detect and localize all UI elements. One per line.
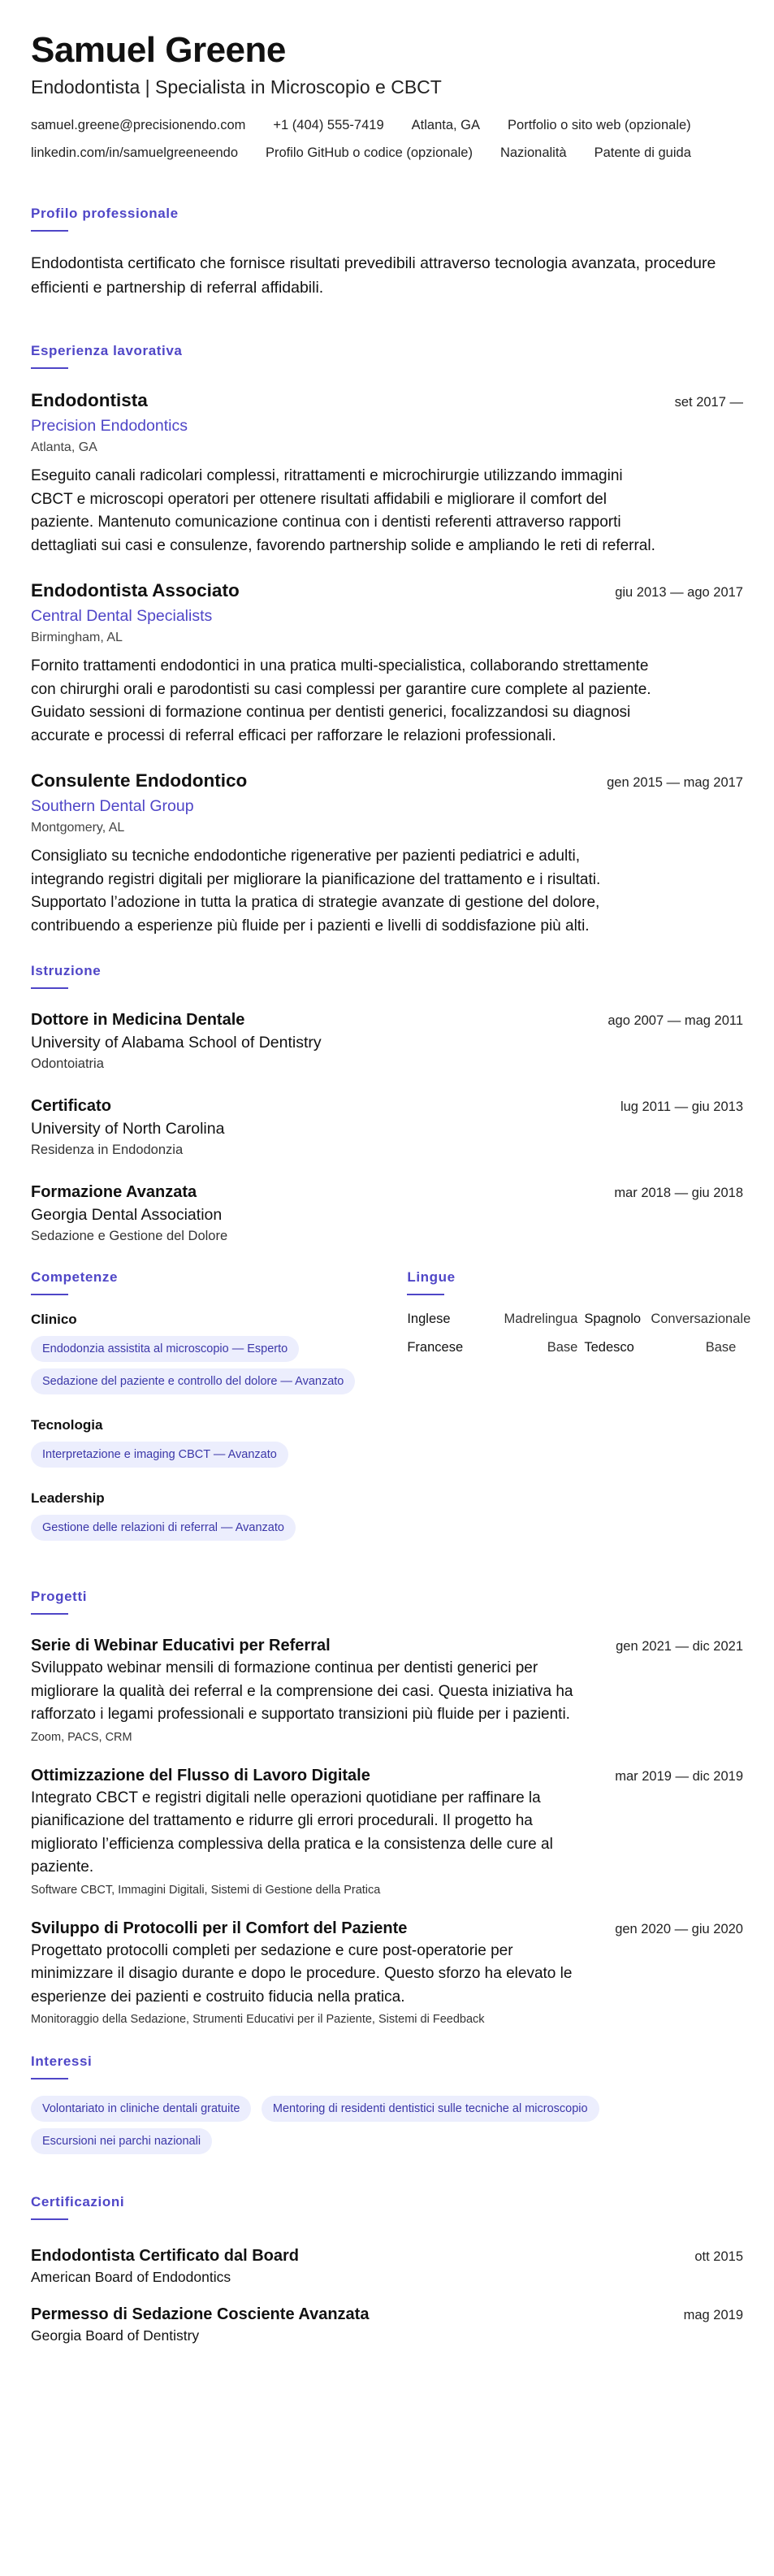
skill-group <box>31 1490 383 1547</box>
section-education <box>31 962 743 1246</box>
project-title: Ottimizzazione del Flusso di Lavoro Digitale <box>31 1766 370 1785</box>
section-title-skills: Competenze <box>31 1269 119 1285</box>
certification-entry <box>31 2244 743 2287</box>
contact-github[interactable]: Profilo GitHub o codice (opzionale) <box>266 145 473 160</box>
job-entry <box>31 579 743 748</box>
certification-date: mag 2019 <box>683 2308 743 2322</box>
certification-issuer: Georgia Board of Dentistry <box>31 2327 200 2344</box>
section-divider <box>31 987 68 989</box>
education-school: Georgia Dental Association <box>31 1206 223 1224</box>
education-degree: Dottore in Medicina Dentale <box>31 1011 245 1029</box>
job-entry <box>31 769 743 938</box>
education-field: Odontoiatria <box>31 1056 104 1071</box>
interest-chip: Escursioni nei parchi nazionali <box>31 2128 212 2154</box>
section-skills <box>31 1268 407 1563</box>
education-date: lug 2011 — giu 2013 <box>620 1099 743 1114</box>
education-entry <box>31 1181 743 1246</box>
education-date: mar 2018 — giu 2018 <box>614 1186 743 1200</box>
job-entry <box>31 388 743 557</box>
contact-phone[interactable]: +1 (404) 555-7419 <box>273 118 384 132</box>
project-tools: Monitoraggio della Sedazione, Strumenti Educativi per il Paziente, Sistemi di Feedback <box>31 2013 485 2026</box>
certification-date: ott 2015 <box>694 2249 743 2264</box>
job-company: Precision Endodontics <box>31 417 188 435</box>
section-divider <box>31 1294 68 1295</box>
contact-email[interactable]: samuel.greene@precisionendo.com <box>31 118 246 132</box>
certification-issuer: American Board of Endodontics <box>31 2269 231 2285</box>
contact-nationality: Nazionalità <box>499 145 567 160</box>
project-date: gen 2021 — dic 2021 <box>616 1639 743 1654</box>
project-tools: Zoom, PACS, CRM <box>31 1730 132 1744</box>
language-level: Madrelingua <box>504 1312 578 1326</box>
section-experience <box>31 342 743 938</box>
skill-chip: Sedazione del paziente e controllo del dolore — Avanzato <box>31 1368 355 1394</box>
section-title-languages: Lingue <box>407 1269 456 1285</box>
section-divider <box>31 367 68 369</box>
language-name: Francese <box>407 1340 464 1355</box>
section-projects <box>31 1588 743 2028</box>
education-field: Sedazione e Gestione del Dolore <box>31 1229 228 1243</box>
skill-chip: Interpretazione e imaging CBCT — Avanzato <box>31 1442 288 1468</box>
language-name: Tedesco <box>584 1340 634 1355</box>
skill-chip: Gestione delle relazioni di referral — Avanzato <box>31 1515 296 1541</box>
project-description: Sviluppato webinar mensili di formazione continua per dentisti generici per migliorare la qualità dei referral e la comprensione dei casi. Questa iniziativa ha rafforzato i legami professionali e supportato transizioni più fluide per i pazienti. <box>31 1659 573 1723</box>
certification-entry <box>31 2303 743 2345</box>
section-divider <box>407 1294 444 1295</box>
language-level: Conversazionale <box>651 1312 751 1326</box>
section-divider <box>31 2078 68 2079</box>
section-title-education: Istruzione <box>31 963 102 978</box>
education-entry <box>31 1008 743 1073</box>
section-title-interests: Interessi <box>31 2053 93 2069</box>
skill-group-title: Tecnologia <box>31 1417 103 1433</box>
section-languages <box>407 1268 751 1563</box>
contact-linkedin[interactable]: linkedin.com/in/samuelgreeneendo <box>31 145 238 160</box>
candidate-name: Samuel Greene <box>31 30 286 70</box>
job-description: Consigliato su tecniche endodontiche rigenerative per pazienti pediatrici e adulti, integrando registri digitali per migliorare la pianificazione del trattamento e i risultati. Supportato l’adozione in tutta la pratica di strategie avanzate di gestione del dolore, contribuendo a esperienze più fluide per i pazienti e livelli di soddisfazione più alti. <box>31 848 601 935</box>
project-title: Serie di Webinar Educativi per Referral <box>31 1637 331 1654</box>
project-date: gen 2020 — giu 2020 <box>615 1921 743 1936</box>
section-divider <box>31 230 68 232</box>
project-tools: Software CBCT, Immagini Digitali, Sistemi di Gestione della Pratica <box>31 1883 381 1897</box>
job-date: giu 2013 — ago 2017 <box>615 585 743 600</box>
job-date: gen 2015 — mag 2017 <box>607 775 743 790</box>
project-entry <box>31 1764 743 1899</box>
language-level: Base <box>547 1340 578 1355</box>
education-degree: Formazione Avanzata <box>31 1183 197 1201</box>
education-degree: Certificato <box>31 1097 111 1115</box>
job-location: Birmingham, AL <box>31 631 123 644</box>
resume-header <box>31 29 743 163</box>
education-entry <box>31 1095 743 1160</box>
education-field: Residenza in Endodonzia <box>31 1143 184 1157</box>
section-title-experience: Esperienza lavorativa <box>31 343 183 358</box>
job-title: Endodontista <box>31 390 148 410</box>
languages-grid <box>407 1312 751 1355</box>
job-location: Atlanta, GA <box>31 440 97 454</box>
job-date: set 2017 — <box>674 395 743 410</box>
section-title-certifications: Certificazioni <box>31 2194 125 2210</box>
contact-location: Atlanta, GA <box>411 118 481 132</box>
section-title-summary: Profilo professionale <box>31 206 179 221</box>
candidate-headline: Endodontista | Specialista in Microscopio e CBCT <box>31 76 442 98</box>
section-divider <box>31 1613 68 1615</box>
job-description: Fornito trattamenti endodontici in una pratica multi-specialistica, collaborando strettamente con chirurghi orali e parodontisti su casi complessi per garantire cure complete al paziente. Guidato sessioni di formazione continua per dentisti generici, focalizzandosi su diagnosi accurate e processi di referral efficaci per rafforzare le relazioni professionali. <box>31 657 651 744</box>
project-description: Progettato protocolli completi per sedazione e cure post-operatorie per minimizzare il disagio durante e dopo le procedure. Questo sforzo ha elevato le esperienze dei pazienti e costruito fiducia nella pratica. <box>31 1941 573 2006</box>
skill-group <box>31 1312 383 1401</box>
interest-chip: Volontariato in cliniche dentali gratuite <box>31 2096 251 2122</box>
skill-group-title: Clinico <box>31 1312 77 1327</box>
section-summary <box>31 205 743 300</box>
job-location: Montgomery, AL <box>31 821 125 835</box>
project-entry <box>31 1917 743 2029</box>
language-level: Base <box>705 1340 737 1355</box>
job-company: Central Dental Specialists <box>31 607 213 625</box>
skills-languages-row <box>31 1268 751 1563</box>
education-school: University of Alabama School of Dentistry <box>31 1034 322 1052</box>
section-divider <box>31 2218 68 2220</box>
project-date: mar 2019 — dic 2019 <box>615 1768 743 1784</box>
project-title: Sviluppo di Protocolli per il Comfort del Paziente <box>31 1919 408 1937</box>
job-title: Consulente Endodontico <box>31 770 248 791</box>
interest-chip: Mentoring di residenti dentistici sulle tecniche al microscopio <box>262 2096 599 2122</box>
contact-portfolio[interactable]: Portfolio o sito web (opzionale) <box>508 118 691 132</box>
section-interests <box>31 2053 743 2161</box>
contact-driving-license: Patente di guida <box>594 145 691 160</box>
skill-chip: Endodonzia assistita al microscopio — Esperto <box>31 1336 299 1362</box>
contact-row-primary <box>31 115 743 135</box>
job-company: Southern Dental Group <box>31 797 194 815</box>
skill-group-title: Leadership <box>31 1490 105 1506</box>
language-name: Spagnolo <box>584 1312 642 1326</box>
certification-name: Endodontista Certificato dal Board <box>31 2247 300 2265</box>
section-title-projects: Progetti <box>31 1589 88 1604</box>
language-name: Inglese <box>407 1312 451 1326</box>
contact-row-secondary <box>31 143 743 163</box>
certification-name: Permesso di Sedazione Cosciente Avanzata <box>31 2305 370 2323</box>
section-certifications <box>31 2193 743 2345</box>
education-school: University of North Carolina <box>31 1120 225 1138</box>
project-description: Integrato CBCT e registri digitali nelle operazioni quotidiane per raffinare la pianificazione del trattamento e ridurre gli errori procedurali. Il progetto ha migliorato l’efficienza complessiva della pratica e la consistenza delle cure al paziente. <box>31 1789 553 1876</box>
job-title: Endodontista Associato <box>31 580 240 601</box>
project-entry <box>31 1634 743 1746</box>
education-date: ago 2007 — mag 2011 <box>608 1013 743 1028</box>
job-description: Eseguito canali radicolari complessi, ritrattamenti e microchirurgie utilizzando immagini CBCT e microscopi operatori per ottenere risultati affidabili e migliorare il comfort del paziente. Mantenuto comunicazione continua con i dentisti referenti attraverso rapporti dettagliati sui casi e consulenze, favorendo partnership solide e ampliando le reti di referral. <box>31 467 655 554</box>
summary-text: Endodontista certificato che fornisce risultati prevedibili attraverso tecnologia avanzata, procedure efficienti e partnership di referral affidabili. <box>31 254 716 297</box>
skill-group <box>31 1417 383 1474</box>
